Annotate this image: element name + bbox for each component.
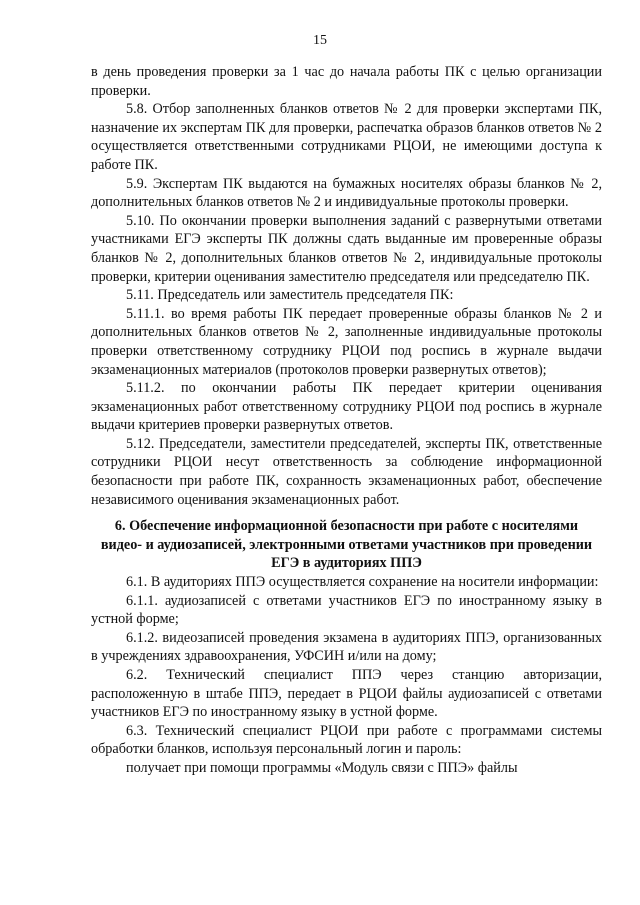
paragraph-6-2: 6.2. Технический специалист ППЭ через станцию авторизации, расположенную в штабе ППЭ, передает в РЦОИ файлы аудиозаписей с ответами участников ЕГЭ по иностранному языку в устной форме. — [91, 667, 602, 721]
paragraph-continuation: в день проведения проверки за 1 час до начала работы ПК с целью организации проверки. — [91, 64, 602, 99]
paragraph-5-11-2: 5.11.2. по окончании работы ПК передает критерии оценивания экзаменационных работ ответственному сотруднику РЦОИ под роспись в журнале выдачи критериев проверки развернутых ответов. — [91, 380, 602, 434]
paragraph-6-1-1: 6.1.1. аудиозаписей с ответами участников ЕГЭ по иностранному языку в устной форме; — [91, 592, 602, 628]
paragraph-6-1-2: 6.1.2. видеозаписей проведения экзамена в аудиториях ППЭ, организованных в учреждениях здравоохранения, УФСИН и/или на дому; — [91, 629, 602, 665]
paragraph-5-11: 5.11. Председатель или заместитель председателя ПК: — [126, 287, 454, 304]
section-gap — [91, 509, 602, 517]
paragraph-6-3-continued: получает при помощи программы «Модуль связи с ППЭ» файлы — [126, 759, 518, 776]
paragraph-5-10: 5.10. По окончании проверки выполнения заданий с развернутыми ответами участниками ЕГЭ эксперты ПК должны сдать выданные им проверенные образы бланков № 2, дополнительных бланков ответов № 2, индивидуальные протоколы проверки, критерии оценивания заместителю председателя или председателю ПК. — [91, 212, 602, 285]
page-body — [91, 63, 602, 778]
paragraph-6-1: 6.1. В аудиториях ППЭ осуществляется сохранение на носители информации: — [126, 574, 599, 591]
paragraph-6-3: 6.3. Технический специалист РЦОИ при работе с программами системы обработки бланков, используя персональный логин и пароль: — [91, 722, 602, 758]
paragraph-5-8: 5.8. Отбор заполненных бланков ответов № 2 для проверки экспертами ПК, назначение их экспертам ПК для проверки, распечатка образов бланков ответов № 2 осуществляется ответственными сотрудниками РЦОИ, не имеющими доступа к работе ПК. — [91, 101, 602, 173]
page-number: 15 — [313, 33, 327, 48]
paragraph-5-9: 5.9. Экспертам ПК выдаются на бумажных носителях образы бланков № 2, дополнительных бланков ответов № 2 и индивидуальные протоколы проверки. — [91, 175, 602, 211]
section-6-heading: 6. Обеспечение информационной безопасности при работе с носителями видео- и аудиозаписей, электронными ответами участников при проведении ЕГЭ в аудиториях ППЭ — [100, 518, 593, 572]
paragraph-5-11-1: 5.11.1. во время работы ПК передает проверенные образы бланков № 2 и дополнительных бланков ответов № 2, заполненные индивидуальные протоколы проверки ответственному сотруднику РЦОИ под роспись в журнале выдачи экзаменационных материалов (протоколов проверки развернутых ответов); — [91, 305, 602, 378]
paragraph-5-12: 5.12. Председатели, заместители председателей, эксперты ПК, ответственные сотрудники РЦОИ несут ответственность за соблюдение информационной безопасности при работе ПК, сохранность экзаменационных работ, обеспечение независимого оценивания экзаменационных работ. — [91, 435, 602, 508]
